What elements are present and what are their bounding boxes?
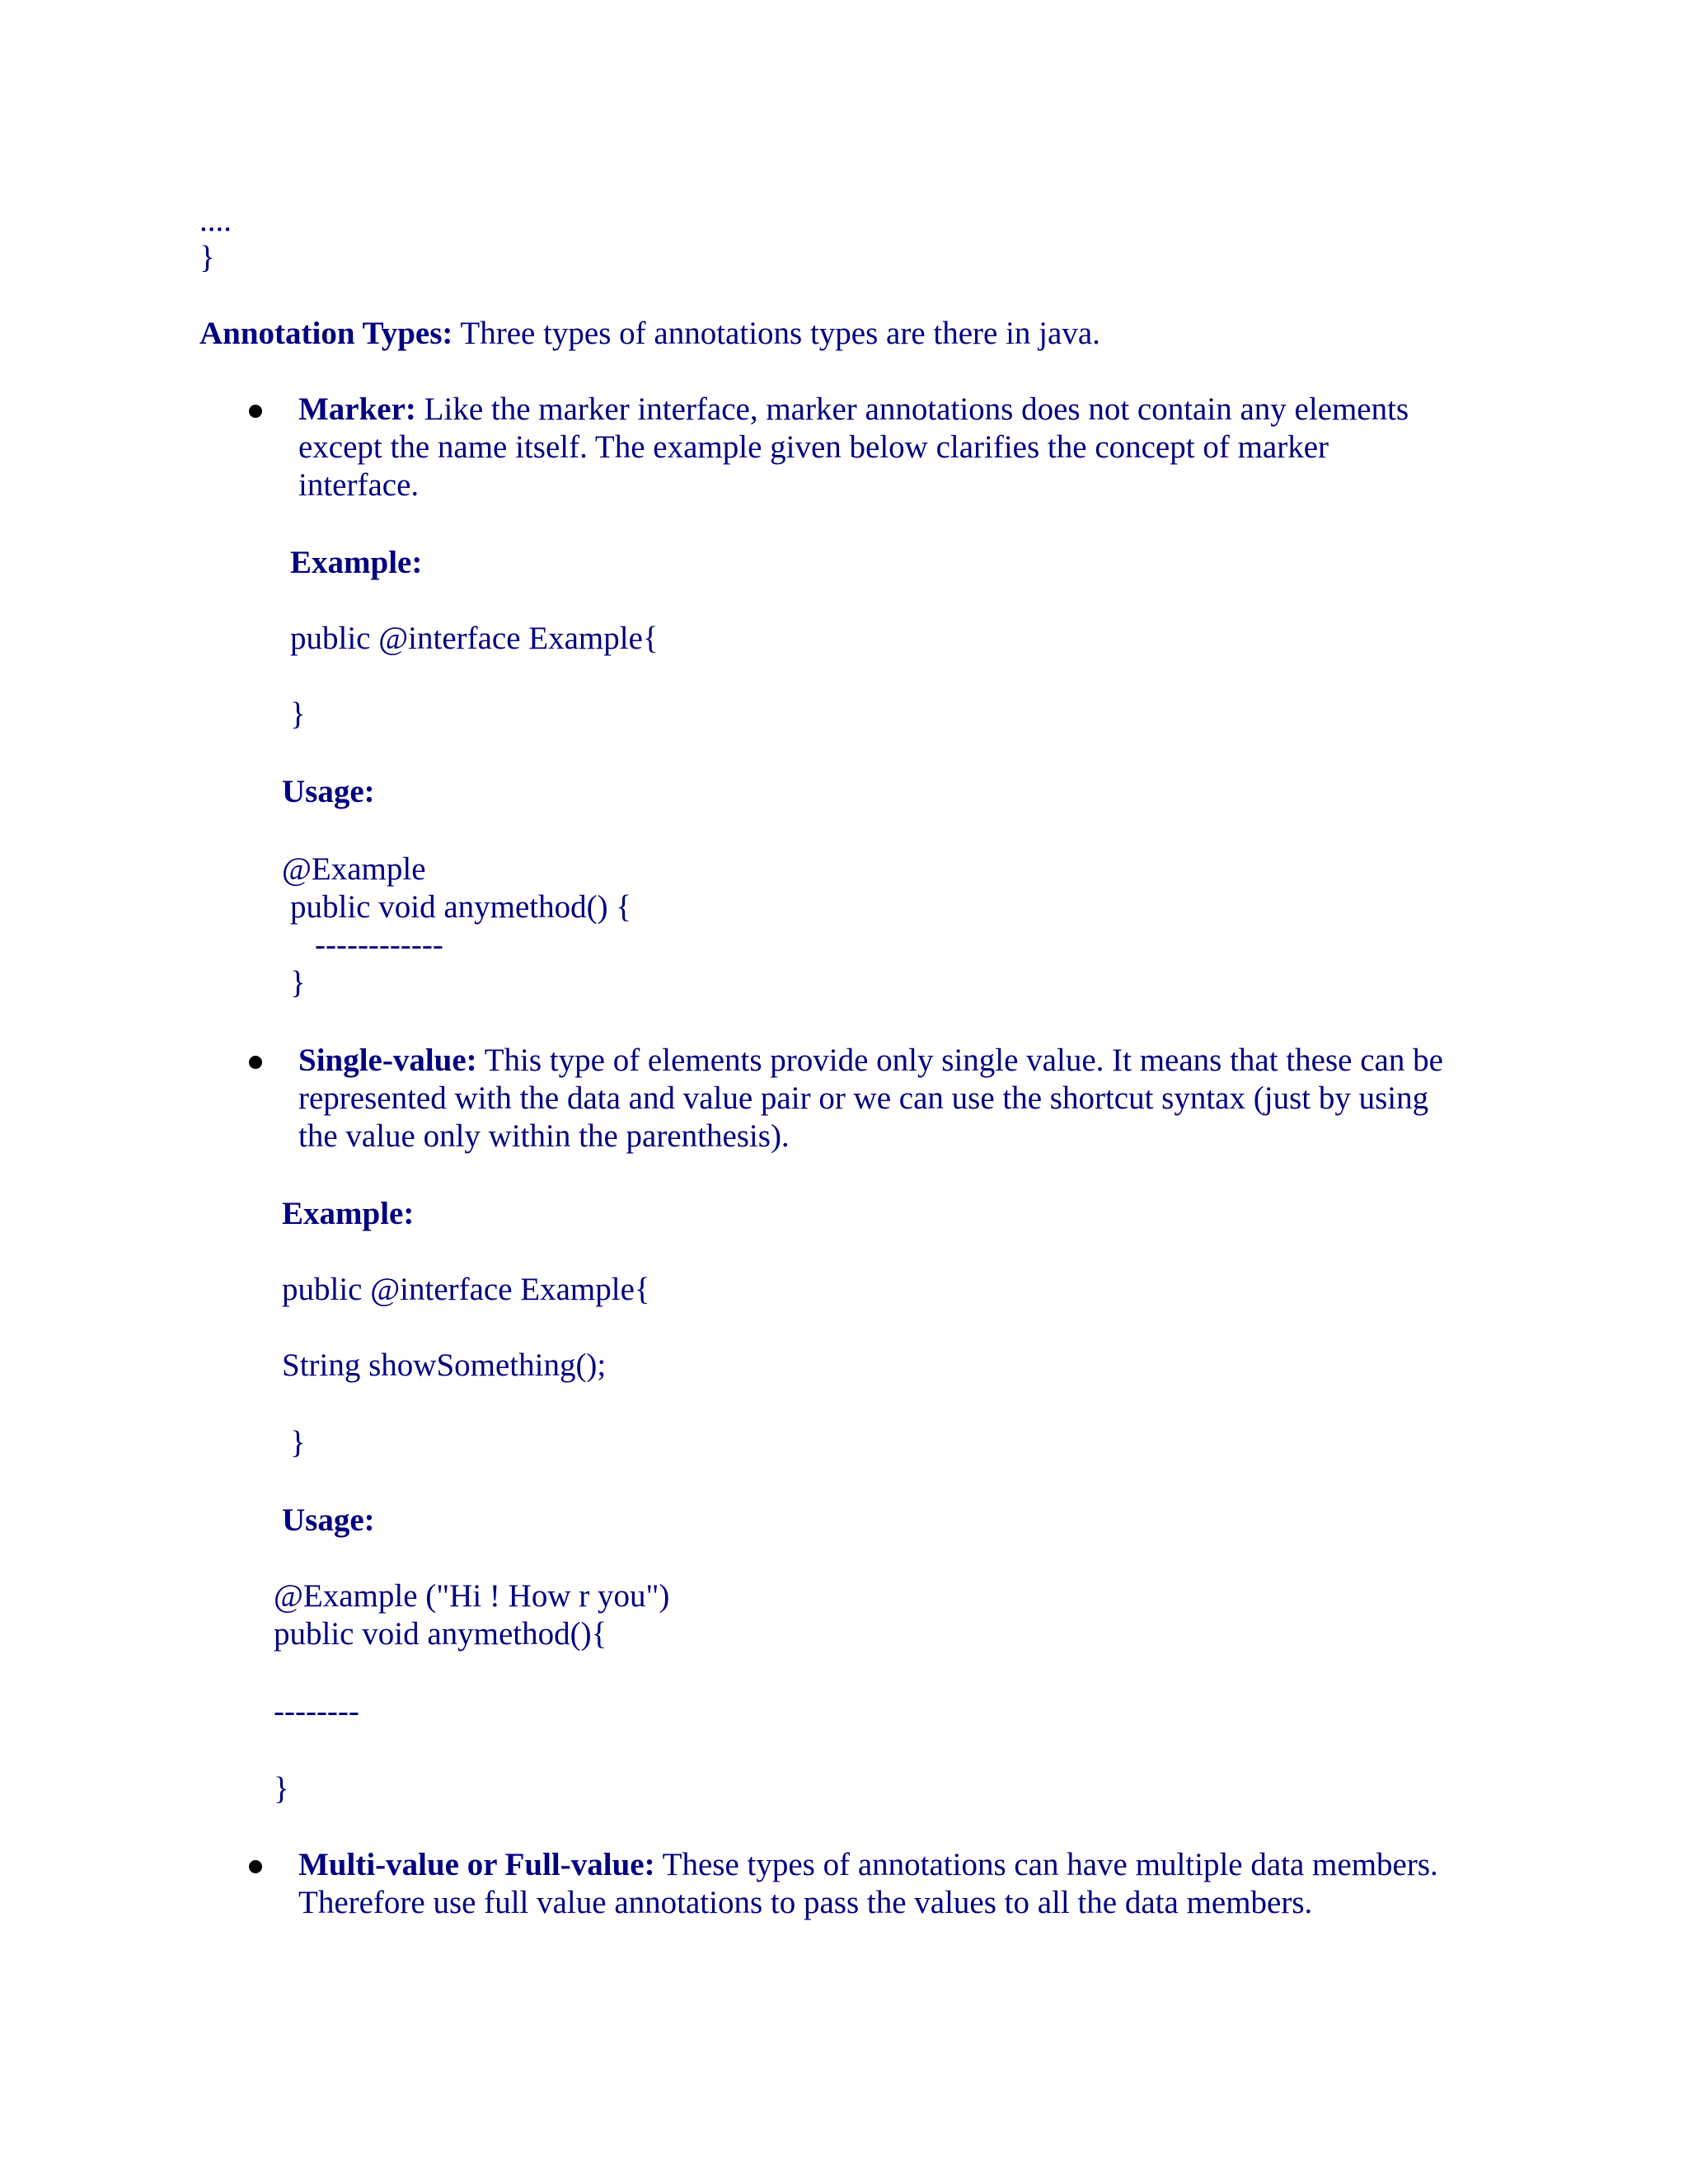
- single-value-example-code-line: }: [290, 1425, 306, 1460]
- marker-usage-code-line: }: [290, 965, 306, 1001]
- single-value-usage-label: Usage:: [282, 1502, 375, 1538]
- single-value-example-code-line: String showSomething();: [282, 1347, 607, 1383]
- single-value-line-2: represented with the data and value pair or we can use the shortcut syntax (just by using: [298, 1080, 1429, 1116]
- bullet-single-value: [249, 1056, 262, 1069]
- single-value-example-label: Example:: [282, 1196, 415, 1231]
- single-value-usage-code-line: }: [274, 1771, 289, 1807]
- bullet-multi-value: [249, 1860, 262, 1873]
- marker-line-3: interface.: [298, 467, 420, 503]
- single-value-line-1: Single-value: This type of elements provide only single value. It means that these can be: [298, 1043, 1443, 1078]
- bullet-marker: [249, 405, 262, 418]
- marker-usage-code-line: ------------: [315, 927, 443, 963]
- marker-usage-code-line: public void anymethod() {: [290, 889, 632, 925]
- annotation-types-text: Three types of annotations types are there in java.: [452, 316, 1100, 351]
- marker-usage-label: Usage:: [282, 774, 375, 809]
- marker-usage-code-line: @Example: [282, 851, 426, 887]
- multi-value-line-2: Therefore use full value annotations to pass the values to all the data members.: [298, 1885, 1313, 1920]
- annotation-types-paragraph: [199, 315, 1100, 353]
- multi-value-line-1: Multi-value or Full-value: These types of annotations can have multiple data members.: [298, 1847, 1438, 1882]
- closing-brace: }: [199, 240, 215, 275]
- marker-title: Marker:: [298, 391, 416, 427]
- marker-line-2: except the name itself. The example given below clarifies the concept of marker: [298, 429, 1329, 465]
- annotation-types-heading: Annotation Types:: [199, 316, 453, 351]
- multi-value-title: Multi-value or Full-value:: [298, 1847, 655, 1882]
- single-value-line-3: the value only within the parenthesis).: [298, 1118, 790, 1154]
- ellipsis-text: ....: [199, 203, 232, 238]
- single-value-example-code-line: public @interface Example{: [282, 1272, 650, 1307]
- single-value-usage-code-line: public void anymethod(){: [274, 1616, 607, 1652]
- marker-line-1: Marker: Like the marker interface, marker annotations does not contain any elements: [298, 391, 1409, 427]
- marker-example-code-line: }: [290, 696, 306, 732]
- marker-example-label: Example:: [290, 545, 423, 580]
- marker-example-code-line: public @interface Example{: [290, 621, 659, 656]
- single-value-usage-code-line: @Example ("Hi ! How r you"): [274, 1578, 670, 1614]
- single-value-title: Single-value:: [298, 1043, 477, 1078]
- single-value-usage-code-line: --------: [274, 1694, 359, 1729]
